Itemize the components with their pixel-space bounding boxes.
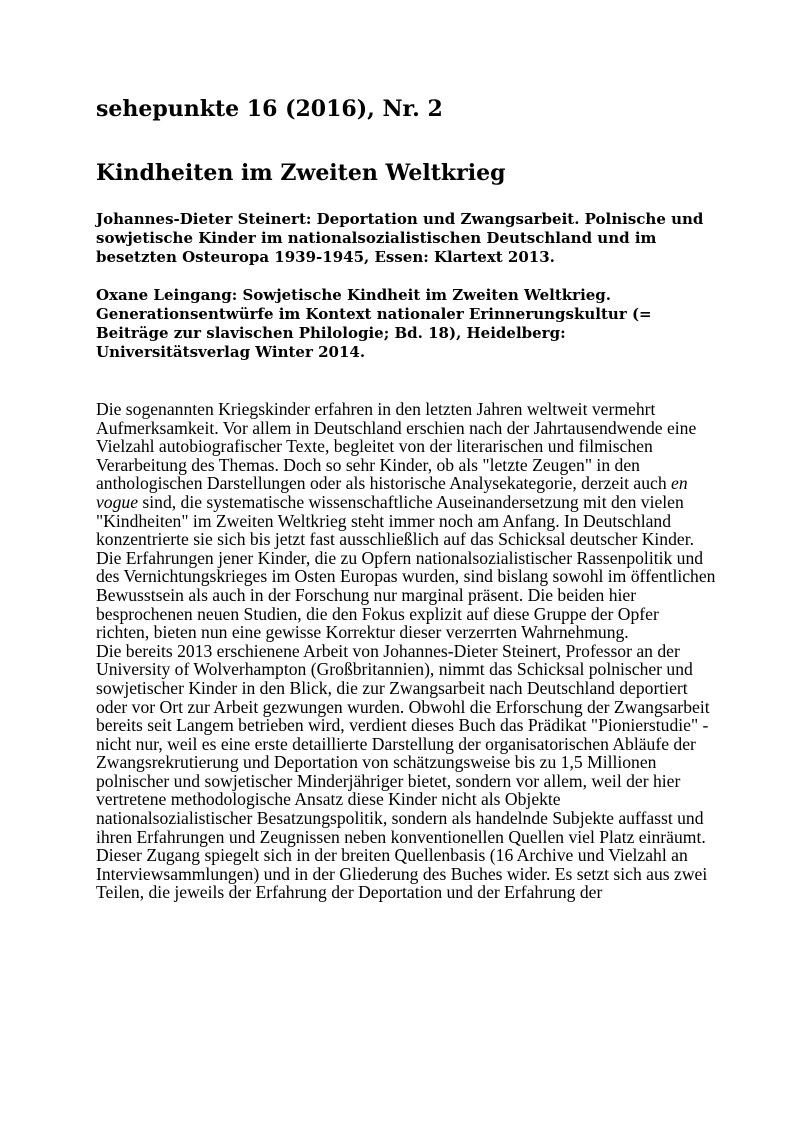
journal-issue: sehepunkte 16 (2016), Nr. 2 <box>96 96 443 122</box>
article-body <box>96 400 716 902</box>
body-text: sind, die systematische wissenschaftliche Auseinandersetzung mit den vielen "Kindheiten" im Zweiten Weltkrieg steht immer noch am Anfang. In Deutschland konzentrierte sie sich bis jetzt fast ausschließlich auf das Schicksal deutscher Kinder. Die Erfahrungen jener Kinder, die zu Opfern nationalsozialistischer Rassenpolitik und des Vernichtungskrieges im Osten Europas wurden, sind bislang sowohl im öffentlichen Bewusstsein als auch in der Forschung nur marginal präsent. Die beiden hier besprochenen neuen Studien, die den Fokus explizit auf diese Gruppe der Opfer richten, bieten nun eine gewisse Korrektur dieser verzerrten Wahrnehmung. <box>96 491 716 643</box>
body-paragraph <box>96 400 716 642</box>
reviewed-book-reference: Oxane Leingang: Sowjetische Kindheit im Zweiten Weltkrieg. Generationsentwürfe im Kontext nationaler Erinnerungskultur (= Beiträge zur slavischen Philologie; Bd. 18), Heidelberg: Universitätsverlag Winter 2014. <box>96 286 652 361</box>
reviewed-book-reference: Johannes-Dieter Steinert: Deportation und Zwangsarbeit. Polnische und sowjetische Kinder im nationalsozialistischen Deutschland und im besetzten Osteuropa 1939-1945, Essen: Klartext 2013. <box>96 210 704 266</box>
document-page <box>96 94 716 902</box>
italic-term: en vogue <box>96 473 688 512</box>
body-paragraph: Die bereits 2013 erschienene Arbeit von Johannes-Dieter Steinert, Professor an der University of Wolverhampton (Großbritannien), nimmt das Schicksal polnischer und sowjetischer Kinder in den Blick, die zur Zwangsarbeit nach Deutschland deportiert oder vor Ort zur Arbeit gezwungen wurden. Obwohl die Erforschung der Zwangsarbeit bereits seit Langem betrieben wird, verdient dieses Buch das Prädikat "Pionierstudie" - nicht nur, weil es eine erste detaillierte Darstellung der organisatorischen Abläufe der Zwangsrekrutierung und Deportation von schätzungsweise bis zu 1,5 Millionen polnischer und sowjetischer Minderjähriger bietet, sondern vor allem, weil der hier vertretene methodologische Ansatz diese Kinder nicht als Objekte nationalsozialistischer Besatzungspolitik, sondern als handelnde Subjekte auffasst und ihren Erfahrungen und Zeugnissen neben konventionellen Quellen viel Platz einräumt. Dieser Zugang spiegelt sich in der breiten Quellenbasis (16 Archive und Vielzahl an Interviewsammlungen) und in der Gliederung des Buches wider. Es setzt sich aus zwei Teilen, die jeweils der Erfahrung der Deportation und der Erfahrung der <box>96 640 710 903</box>
article-title: Kindheiten im Zweiten Weltkrieg <box>96 160 506 186</box>
body-text: Die sogenannten Kriegskinder erfahren in den letzten Jahren weltweit vermehrt Aufmerksamkeit. Vor allem in Deutschland erschien nach der Jahrtausendwende eine Vielzahl autobiografischer Texte, begleitet von der literarischen und filmischen Verarbeitung des Themas. Doch so sehr Kinder, ob als "letzte Zeugen" in den anthologischen Darstellungen oder als historische Analysekategorie, derzeit auch <box>96 399 697 494</box>
